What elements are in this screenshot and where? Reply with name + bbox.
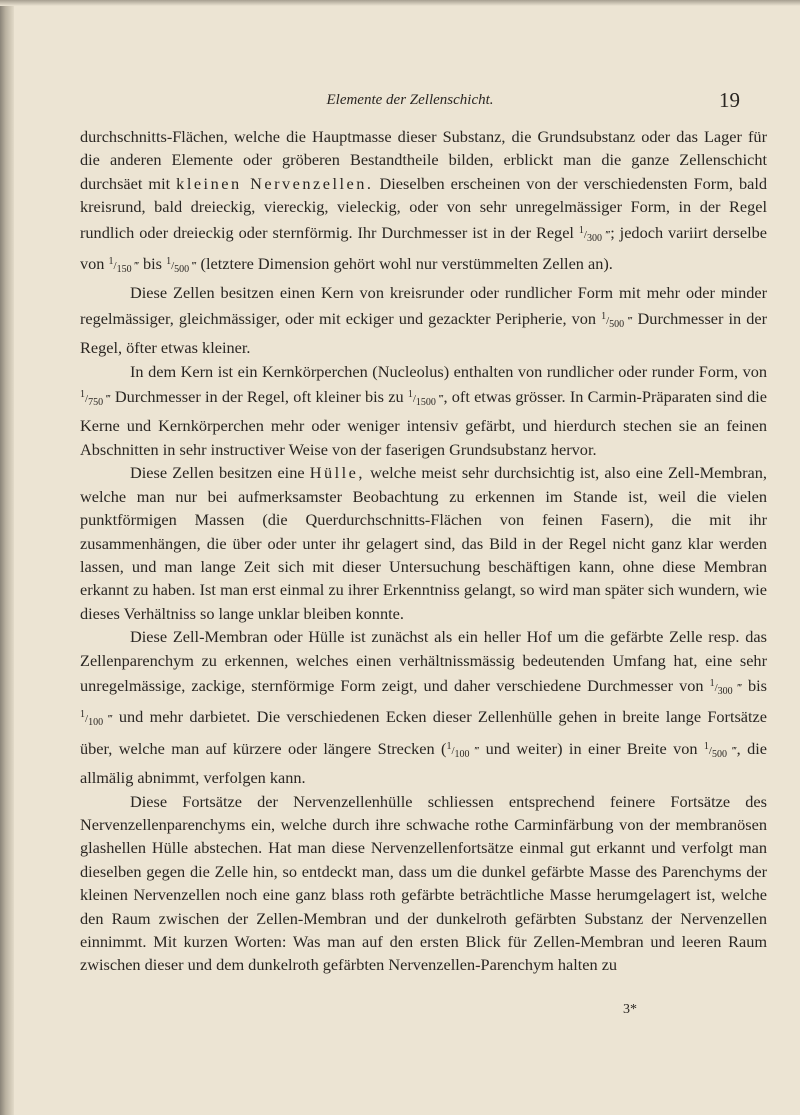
text-run: bis <box>138 254 167 274</box>
page-number: 19 <box>719 88 740 112</box>
text-run: Durchmesser in der Regel, oft kleiner bis zu <box>110 387 408 407</box>
fraction: $^1/_{500}$ ‴ <box>166 256 197 276</box>
text-run: Dieselben erscheinen von der verschiedensten Form, bald kreisrund, bald dreieckig, viereckig, vieleckig, oder von sehr unregelmässiger Form, in der Regel rundlich oder dreieckig oder sternförmig. Ihr Durchmesser ist in der Regel <box>80 173 768 242</box>
text-run: Diese Zell-Membran oder Hülle ist zunächst als ein heller Hof um die gefärbte Zelle resp. das Zellenparenchym zu erkennen, welches einen verhältnissmässig bedeutenden Umfang hat, eine sehr unregelmässige, zackige, sternförmige Form zeigt, und daher verschiedene Durchmesser von <box>80 627 767 695</box>
text-run: und mehr darbietet. Die verschiedenen Ecken dieser Zellenhülle gehen in breite lange Fortsätze über, welche man auf kürzere oder längere Strecken ( <box>80 707 768 758</box>
page-header <box>80 88 740 118</box>
text-run: Diese Fortsätze der Nervenzellenhülle schliessen entsprechend feinere Fortsätze des Nervenzellenparenchyms ein, welche durch ihre schwache rothe Carminfärbung von der membranösen glashellen Hülle abstechen. Hat man diese Nervenzellenfortsätze einmal gut erkannt und verfolgt man dieselben gegen die Zelle hin, so entdeckt man, dass um die dunkel gefärbte Masse des Parenchyms der kleinen Nervenzellen noch eine ganz blass roth gefärbte beträchtliche Masse herumgelagert ist, welche den Raum zwischen der Zellen-Membran und der dunkelroth gefärbten Substanz der Nervenzellen einnimmt. Mit kurzen Worten: Was man auf den ersten Blick für Zellen-Membran und leeren Raum zwischen dieser und dem dunkelroth gefärbten Nervenzellen-Parenchym halten zu <box>80 791 767 975</box>
fraction: $^1/_{100}$ ‴ <box>80 709 113 729</box>
body-text <box>80 125 767 977</box>
fraction: $^1/_{300}$ ‴ <box>578 224 611 244</box>
fraction: $^1/_{100}$ ‴ <box>446 740 480 760</box>
spaced-emphasis: Hülle, <box>309 463 365 483</box>
fraction: $^1/_{1500}$ ‴ <box>407 389 444 409</box>
fraction: $^1/_{500}$ ‴ <box>601 310 633 330</box>
paragraph-3 <box>80 360 767 462</box>
fraction: $^1/_{300}$ ‴ <box>709 677 742 697</box>
paragraph-4 <box>80 461 767 625</box>
text-run: bis <box>741 675 767 695</box>
page-binding-edge <box>0 0 14 1115</box>
spaced-emphasis: kleinen Nervenzellen. <box>176 173 374 193</box>
text-run: Diese Zellen besitzen einen Kern von kreisrunder oder rundlicher Form mit mehr oder minder regelmässiger, gleichmässiger, oder mit eckiger und gezackter Peripherie, von <box>80 283 767 328</box>
fraction: $^1/_{150}$ ‴ <box>108 256 139 276</box>
paragraph-5 <box>80 625 767 789</box>
paragraph-2 <box>80 281 767 359</box>
paragraph-6 <box>80 790 767 977</box>
fraction: $^1/_{500}$ ‴ <box>703 740 737 760</box>
text-run: Durchmesser in der Regel, öfter etwas kleiner. <box>80 308 768 358</box>
running-title: Elemente der Zellenschicht. <box>326 92 494 108</box>
paragraph-1 <box>80 125 767 281</box>
signature-mark: 3* <box>623 1002 637 1017</box>
page-top-edge <box>0 0 800 6</box>
text-run: Diese Zellen besitzen eine <box>130 463 310 483</box>
text-run: und weiter) in einer Breite von <box>479 738 704 758</box>
text-run: In dem Kern ist ein Kernkörperchen (Nucleolus) enthalten von rundlicher oder runder Form, von <box>130 361 767 381</box>
fraction: $^1/_{750}$ ‴ <box>80 389 111 409</box>
text-run: , oft etwas grösser. In Carmin-Präparaten sind die Kerne und Kernkörperchen mehr oder weniger intensiv gefärbt, und hierdurch stechen sie an feinen Abschnitten in sehr instructiver Weise von der faserigen Grundsubstanz hervor. <box>80 387 768 459</box>
text-run: ; jedoch variirt derselbe von <box>80 222 768 274</box>
text-run: durchschnitts-Flächen, welche die Hauptmasse dieser Substanz, die Grundsubstanz oder das Lager für die anderen Elemente oder gröberen Bestandtheile bilden, erblickt man die ganze Zellenschicht durchsäet mit <box>80 127 767 193</box>
text-run: (letztere Dimension gehört wohl nur verstümmelten Zellen an). <box>196 254 613 274</box>
text-run: welche meist sehr durchsichtig ist, also eine Zell-Membran, welche man nur bei aufmerksamster Beobachtung zu erkennen im Stande ist, weil die vielen punktförmigen Massen (die Querdurchschnitts-Flächen von feinen Fasern), die mit ihr zusammenhängen, die über oder unter ihr gelagert sind, das Bild in der Regel nicht ganz klar werden lassen, und man lange Zeit sich mit dieser Untersuchung beschäftigen kann, ohne diese Membran erkannt zu haben. Ist man erst einmal zu ihrer Erkenntniss gelangt, so wird man später sich wundern, wie dieses Verhältniss so lange unklar bleiben konnte. <box>80 463 767 623</box>
text-run: , die allmälig abnimmt, verfolgen kann. <box>80 738 768 788</box>
